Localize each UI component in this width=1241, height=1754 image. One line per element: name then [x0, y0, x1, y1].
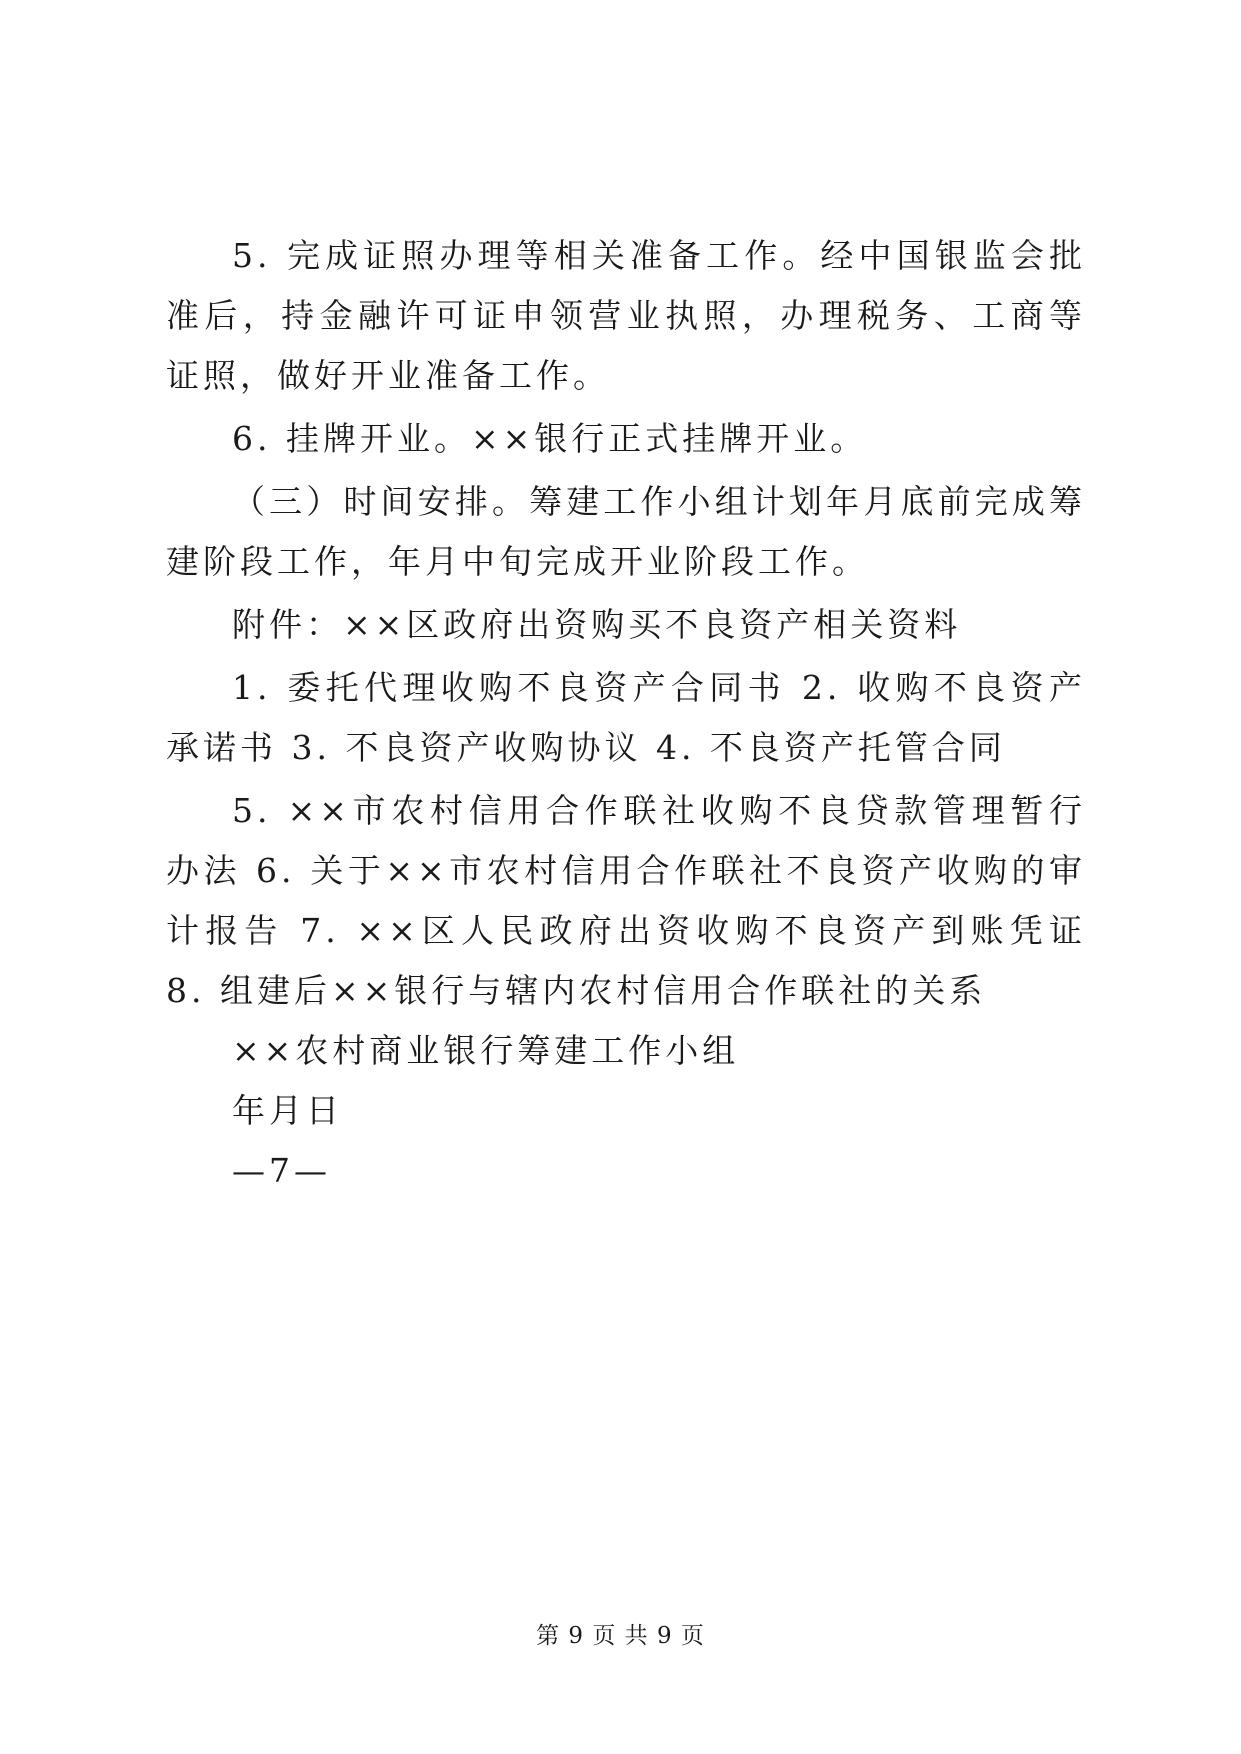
paragraph-attachment-list-2: 5. ××市农村信用合作联社收购不良贷款管理暂行办法 6. 关于××市农村信用合作联社不良资产收购的审计报告 7. ××区人民政府出资收购不良资产到账凭证 8. 组建后××银行与辖内农村信用合作联社的关系	[166, 791, 1086, 1010]
paragraph-item-5: 5. 完成证照办理等相关准备工作。经中国银监会批准后，持金融许可证申领营业执照，办理税务、工商等证照，做好开业准备工作。	[166, 236, 1086, 395]
paragraph-attachment-heading: 附件：××区政府出资购买不良资产相关资料	[232, 605, 962, 644]
document-body	[166, 226, 1086, 1201]
signature-org: ××农村商业银行筹建工作小组	[232, 1031, 740, 1070]
signature-date: 年月日	[232, 1091, 343, 1130]
page-footer: 第 9 页 共 9 页	[536, 1623, 705, 1649]
paragraph-item-6: 6. 挂牌开业。××银行正式挂牌开业。	[232, 419, 868, 458]
inner-page-mark: —7—	[232, 1151, 331, 1190]
paragraph-attachment-list-1: 1. 委托代理收购不良资产合同书 2. 收购不良资产承诺书 3. 不良资产收购协议 4. 不良资产托管合同	[166, 668, 1086, 767]
paragraph-schedule: （三）时间安排。筹建工作小组计划年月底前完成筹建阶段工作，年月中旬完成开业阶段工作。	[166, 482, 1086, 581]
